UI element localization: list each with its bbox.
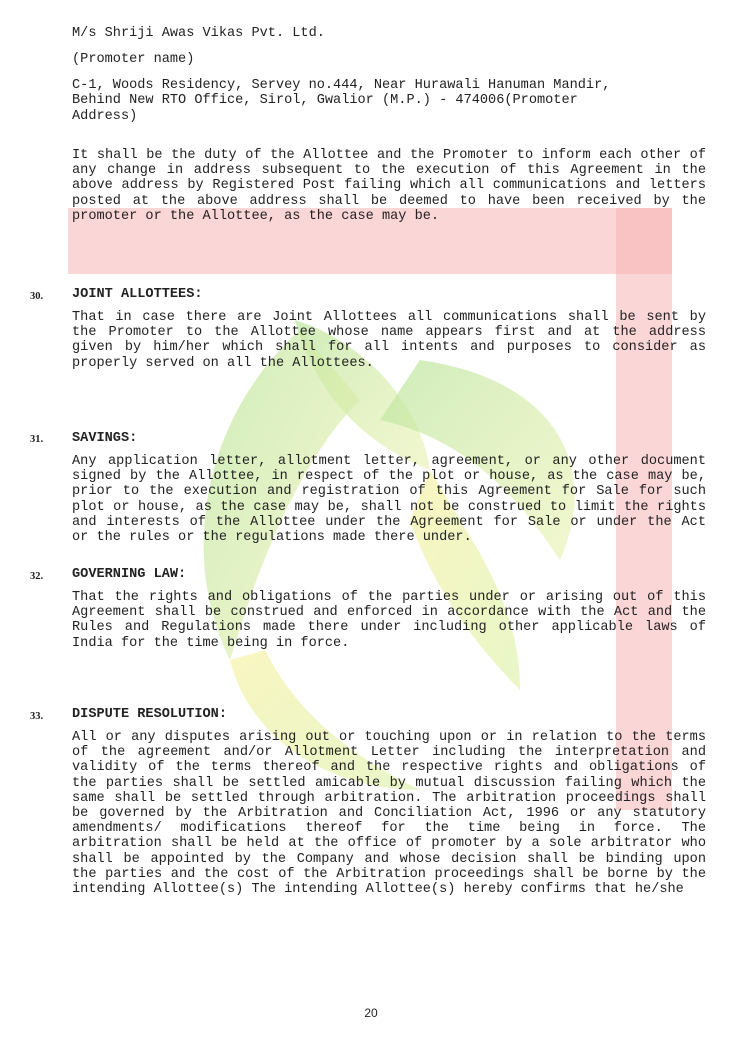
section-heading: SAVINGS: xyxy=(72,431,138,446)
section-number: 30. xyxy=(30,291,44,302)
section-number: 32. xyxy=(30,571,44,582)
section-body: That in case there are Joint Allottees all communications shall be sent by the Promoter to the Allottee whose name appears first and at the address given by him/her which shall for all intents and purposes to consider as properly served on all the Allottees. xyxy=(72,310,706,371)
section-body: That the rights and obligations of the parties under or arising out of this Agreement shall be construed and enforced in accordance with the Act and the Rules and Regulations made there under including other applicable laws of India for the time being in force. xyxy=(72,590,706,651)
section-heading: GOVERNING LAW: xyxy=(72,567,187,582)
section-number: 31. xyxy=(30,434,44,445)
promoter-address: C-1, Woods Residency, Servey no.444, Near Hurawali Hanuman Mandir, Behind New RTO Office, Sirol, Gwalior (M.P.) - 474006(Promoter Address) xyxy=(72,78,611,124)
section-body: Any application letter, allotment letter, agreement, or any other document signed by the Allottee, in respect of the plot or house, as the case may be, prior to the execution and registration of this Agreement for Sale for such plot or house, as the case may be, shall not be construed to limit the rights and interests of the Allottee under the Agreement for Sale or under the Act or the rules or the regulations made there under. xyxy=(72,454,706,546)
promoter-name: M/s Shriji Awas Vikas Pvt. Ltd. xyxy=(72,26,325,41)
promoter-name-label: (Promoter name) xyxy=(72,52,195,67)
address-change-paragraph: It shall be the duty of the Allottee and the Promoter to inform each other of any change in address subsequent to the execution of this Agreement in the above address by Registered Post failing which all communications and letters posted at the above address shall be deemed to have been received by the promoter or the Allottee, as the case may be. xyxy=(72,148,706,224)
section-heading: DISPUTE RESOLUTION: xyxy=(72,707,227,722)
section-body: All or any disputes arising out or touching upon or in relation to the terms of the agreement and/or Allotment Letter including the interpretation and validity of the terms thereof and the respective rights and obligations of the parties shall be settled amicable by mutual discussion failing which the same shall be settled through arbitration. The arbitration proceedings shall be governed by the Arbitration and Conciliation Act, 1996 or any statutory amendments/ modifications thereof for the time being in force. The arbitration shall be held at the office of promoter by a sole arbitrator who shall be appointed by the Company and whose decision shall be binding upon the parties and the cost of the Arbitration proceedings shall be borne by the intending Allottee(s) The intending Allottee(s) hereby confirms that he/she xyxy=(72,730,706,898)
section-number: 33. xyxy=(30,711,44,722)
section-heading: JOINT ALLOTTEES: xyxy=(72,287,203,302)
page-number: 20 xyxy=(364,1006,378,1020)
